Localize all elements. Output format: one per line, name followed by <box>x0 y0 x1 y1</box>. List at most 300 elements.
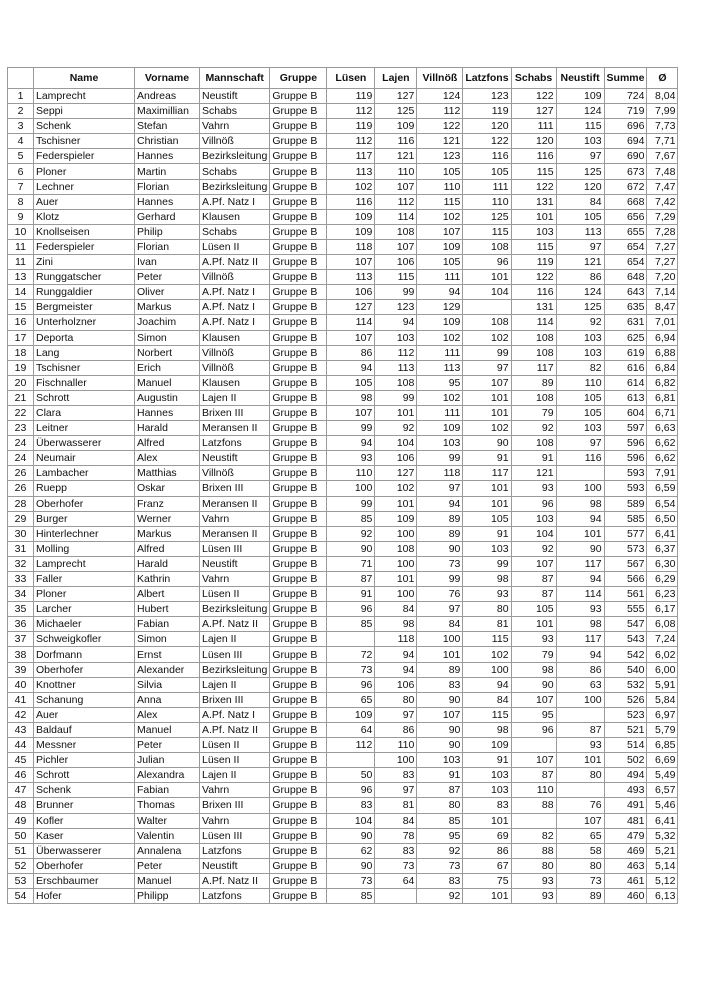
table-row <box>8 360 678 375</box>
header-cell: Ø <box>647 68 678 89</box>
latzfons-cell: 105 <box>463 511 511 526</box>
first-name-cell: Florian <box>135 179 200 194</box>
luesen-cell: 107 <box>327 255 375 270</box>
first-name-cell: Fabian <box>135 617 200 632</box>
neustift-cell: 105 <box>556 209 604 224</box>
table-row <box>8 345 678 360</box>
luesen-cell: 73 <box>327 873 375 888</box>
group-cell: Gruppe B <box>270 179 327 194</box>
name-cell: Auer <box>34 194 135 209</box>
average-cell: 6,63 <box>647 421 678 436</box>
first-name-cell: Harald <box>135 421 200 436</box>
group-cell: Gruppe B <box>270 300 327 315</box>
latzfons-cell: 75 <box>463 873 511 888</box>
team-cell: Vahrn <box>200 119 270 134</box>
schabs-cell: 88 <box>511 798 556 813</box>
first-name-cell: Joachim <box>135 315 200 330</box>
team-cell: Neustift <box>200 858 270 873</box>
team-cell: Lüsen II <box>200 753 270 768</box>
villnoess-cell: 115 <box>417 194 463 209</box>
sum-cell: 593 <box>604 466 647 481</box>
table-row <box>8 873 678 888</box>
name-cell: Runggaldier <box>34 285 135 300</box>
neustift-cell <box>556 466 604 481</box>
name-cell: Pichler <box>34 753 135 768</box>
name-cell: Schrott <box>34 768 135 783</box>
group-cell: Gruppe B <box>270 496 327 511</box>
latzfons-cell: 102 <box>463 647 511 662</box>
luesen-cell: 94 <box>327 436 375 451</box>
average-cell: 5,46 <box>647 798 678 813</box>
table-row <box>8 722 678 737</box>
villnoess-cell: 89 <box>417 511 463 526</box>
team-cell: Vahrn <box>200 813 270 828</box>
latzfons-cell: 100 <box>463 662 511 677</box>
name-cell: Federspieler <box>34 239 135 254</box>
neustift-cell: 80 <box>556 858 604 873</box>
sum-cell: 672 <box>604 179 647 194</box>
first-name-cell: Peter <box>135 270 200 285</box>
sum-cell: 543 <box>604 632 647 647</box>
group-cell: Gruppe B <box>270 104 327 119</box>
latzfons-cell: 108 <box>463 315 511 330</box>
latzfons-cell: 99 <box>463 345 511 360</box>
rank-cell: 11 <box>8 255 34 270</box>
villnoess-cell: 87 <box>417 783 463 798</box>
average-cell: 7,20 <box>647 270 678 285</box>
group-cell: Gruppe B <box>270 526 327 541</box>
team-cell: Bezirksleitung <box>200 602 270 617</box>
lajen-cell: 110 <box>375 738 417 753</box>
average-cell: 5,14 <box>647 858 678 873</box>
header-cell: Name <box>34 68 135 89</box>
first-name-cell: Andreas <box>135 89 200 104</box>
lajen-cell: 81 <box>375 798 417 813</box>
group-cell: Gruppe B <box>270 285 327 300</box>
rank-cell: 50 <box>8 828 34 843</box>
schabs-cell: 111 <box>511 119 556 134</box>
villnoess-cell: 73 <box>417 556 463 571</box>
group-cell: Gruppe B <box>270 707 327 722</box>
table-row <box>8 330 678 345</box>
group-cell: Gruppe B <box>270 768 327 783</box>
latzfons-cell: 93 <box>463 587 511 602</box>
team-cell: A.Pf. Natz II <box>200 873 270 888</box>
name-cell: Burger <box>34 511 135 526</box>
latzfons-cell: 101 <box>463 390 511 405</box>
villnoess-cell: 89 <box>417 662 463 677</box>
team-cell: Schabs <box>200 164 270 179</box>
first-name-cell: Albert <box>135 587 200 602</box>
neustift-cell: 87 <box>556 722 604 737</box>
first-name-cell: Fabian <box>135 783 200 798</box>
villnoess-cell: 99 <box>417 572 463 587</box>
name-cell: Tschisner <box>34 134 135 149</box>
table-row <box>8 692 678 707</box>
neustift-cell: 103 <box>556 330 604 345</box>
rank-cell: 44 <box>8 738 34 753</box>
schabs-cell: 82 <box>511 828 556 843</box>
table-row <box>8 481 678 496</box>
villnoess-cell: 111 <box>417 405 463 420</box>
header-row <box>8 68 678 89</box>
average-cell: 7,01 <box>647 315 678 330</box>
villnoess-cell: 90 <box>417 722 463 737</box>
lajen-cell: 80 <box>375 692 417 707</box>
luesen-cell: 114 <box>327 315 375 330</box>
luesen-cell: 90 <box>327 858 375 873</box>
neustift-cell: 97 <box>556 436 604 451</box>
latzfons-cell: 98 <box>463 722 511 737</box>
latzfons-cell: 102 <box>463 330 511 345</box>
schabs-cell: 101 <box>511 209 556 224</box>
lajen-cell: 107 <box>375 179 417 194</box>
average-cell: 5,91 <box>647 677 678 692</box>
group-cell: Gruppe B <box>270 345 327 360</box>
sum-cell: 514 <box>604 738 647 753</box>
schabs-cell: 101 <box>511 617 556 632</box>
average-cell: 6,62 <box>647 436 678 451</box>
schabs-cell: 92 <box>511 541 556 556</box>
neustift-cell: 117 <box>556 632 604 647</box>
first-name-cell: Manuel <box>135 873 200 888</box>
neustift-cell: 94 <box>556 572 604 587</box>
average-cell: 8,47 <box>647 300 678 315</box>
luesen-cell: 110 <box>327 466 375 481</box>
lajen-cell: 108 <box>375 541 417 556</box>
rank-cell: 37 <box>8 632 34 647</box>
latzfons-cell: 115 <box>463 707 511 722</box>
latzfons-cell: 90 <box>463 436 511 451</box>
team-cell: Villnöß <box>200 134 270 149</box>
villnoess-cell: 94 <box>417 496 463 511</box>
rank-cell: 5 <box>8 149 34 164</box>
name-cell: Erschbaumer <box>34 873 135 888</box>
sum-cell: 654 <box>604 255 647 270</box>
villnoess-cell: 90 <box>417 738 463 753</box>
lajen-cell: 112 <box>375 194 417 209</box>
luesen-cell: 99 <box>327 421 375 436</box>
latzfons-cell: 119 <box>463 104 511 119</box>
latzfons-cell: 103 <box>463 541 511 556</box>
name-cell: Schenk <box>34 119 135 134</box>
first-name-cell: Simon <box>135 632 200 647</box>
group-cell: Gruppe B <box>270 89 327 104</box>
schabs-cell: 90 <box>511 677 556 692</box>
first-name-cell: Anna <box>135 692 200 707</box>
villnoess-cell: 100 <box>417 632 463 647</box>
luesen-cell: 118 <box>327 239 375 254</box>
name-cell: Ploner <box>34 164 135 179</box>
latzfons-cell: 96 <box>463 255 511 270</box>
group-cell: Gruppe B <box>270 647 327 662</box>
first-name-cell: Maximillian <box>135 104 200 119</box>
results-table <box>7 67 678 904</box>
villnoess-cell: 111 <box>417 270 463 285</box>
villnoess-cell: 109 <box>417 421 463 436</box>
table-row <box>8 89 678 104</box>
first-name-cell: Manuel <box>135 722 200 737</box>
team-cell: A.Pf. Natz I <box>200 707 270 722</box>
lajen-cell: 100 <box>375 526 417 541</box>
rank-cell: 47 <box>8 783 34 798</box>
average-cell: 7,29 <box>647 209 678 224</box>
villnoess-cell: 113 <box>417 360 463 375</box>
average-cell: 6,50 <box>647 511 678 526</box>
first-name-cell: Julian <box>135 753 200 768</box>
sum-cell: 526 <box>604 692 647 707</box>
header-cell: Latzfons <box>463 68 511 89</box>
table-row <box>8 587 678 602</box>
latzfons-cell: 103 <box>463 768 511 783</box>
name-cell: Ruepp <box>34 481 135 496</box>
name-cell: Kaser <box>34 828 135 843</box>
neustift-cell: 73 <box>556 873 604 888</box>
name-cell: Schweigkofler <box>34 632 135 647</box>
group-cell: Gruppe B <box>270 572 327 587</box>
latzfons-cell: 120 <box>463 119 511 134</box>
name-cell: Klotz <box>34 209 135 224</box>
average-cell: 7,42 <box>647 194 678 209</box>
average-cell: 6,29 <box>647 572 678 587</box>
sum-cell: 573 <box>604 541 647 556</box>
rank-cell: 8 <box>8 194 34 209</box>
luesen-cell: 100 <box>327 481 375 496</box>
group-cell: Gruppe B <box>270 541 327 556</box>
rank-cell: 35 <box>8 602 34 617</box>
average-cell: 6,37 <box>647 541 678 556</box>
schabs-cell: 108 <box>511 330 556 345</box>
lajen-cell: 94 <box>375 647 417 662</box>
latzfons-cell: 84 <box>463 692 511 707</box>
rank-cell: 3 <box>8 119 34 134</box>
schabs-cell <box>511 813 556 828</box>
name-cell: Hofer <box>34 888 135 903</box>
group-cell: Gruppe B <box>270 798 327 813</box>
team-cell: Vahrn <box>200 511 270 526</box>
sum-cell: 619 <box>604 345 647 360</box>
rank-cell: 41 <box>8 692 34 707</box>
lajen-cell: 84 <box>375 602 417 617</box>
neustift-cell: 124 <box>556 104 604 119</box>
first-name-cell: Kathrin <box>135 572 200 587</box>
sum-cell: 643 <box>604 285 647 300</box>
lajen-cell: 73 <box>375 858 417 873</box>
team-cell: Lüsen III <box>200 541 270 556</box>
name-cell: Larcher <box>34 602 135 617</box>
average-cell: 5,49 <box>647 768 678 783</box>
luesen-cell: 117 <box>327 149 375 164</box>
lajen-cell: 83 <box>375 768 417 783</box>
team-cell: Klausen <box>200 209 270 224</box>
first-name-cell: Matthias <box>135 466 200 481</box>
luesen-cell: 62 <box>327 843 375 858</box>
rank-cell: 1 <box>8 89 34 104</box>
average-cell: 6,69 <box>647 753 678 768</box>
rank-cell: 18 <box>8 345 34 360</box>
table-row <box>8 798 678 813</box>
neustift-cell: 109 <box>556 89 604 104</box>
first-name-cell: Norbert <box>135 345 200 360</box>
team-cell: Meransen II <box>200 526 270 541</box>
group-cell: Gruppe B <box>270 390 327 405</box>
first-name-cell: Alex <box>135 707 200 722</box>
lajen-cell: 100 <box>375 753 417 768</box>
sum-cell: 555 <box>604 602 647 617</box>
latzfons-cell: 97 <box>463 360 511 375</box>
schabs-cell: 98 <box>511 662 556 677</box>
neustift-cell: 90 <box>556 541 604 556</box>
table-row <box>8 224 678 239</box>
name-cell: Auer <box>34 707 135 722</box>
luesen-cell: 71 <box>327 556 375 571</box>
table-row <box>8 526 678 541</box>
luesen-cell: 85 <box>327 511 375 526</box>
rank-cell: 10 <box>8 224 34 239</box>
lajen-cell: 84 <box>375 813 417 828</box>
sum-cell: 673 <box>604 164 647 179</box>
luesen-cell: 50 <box>327 768 375 783</box>
lajen-cell: 123 <box>375 300 417 315</box>
villnoess-cell: 89 <box>417 526 463 541</box>
name-cell: Überwasserer <box>34 843 135 858</box>
luesen-cell: 64 <box>327 722 375 737</box>
team-cell: A.Pf. Natz II <box>200 255 270 270</box>
team-cell: Meransen II <box>200 421 270 436</box>
sum-cell: 690 <box>604 149 647 164</box>
neustift-cell: 103 <box>556 345 604 360</box>
average-cell: 7,73 <box>647 119 678 134</box>
rank-cell: 51 <box>8 843 34 858</box>
schabs-cell: 91 <box>511 451 556 466</box>
average-cell: 6,54 <box>647 496 678 511</box>
group-cell: Gruppe B <box>270 813 327 828</box>
rank-cell: 20 <box>8 375 34 390</box>
villnoess-cell: 103 <box>417 753 463 768</box>
team-cell: Lüsen II <box>200 738 270 753</box>
team-cell: Latzfons <box>200 888 270 903</box>
lajen-cell: 104 <box>375 436 417 451</box>
neustift-cell: 115 <box>556 119 604 134</box>
group-cell: Gruppe B <box>270 677 327 692</box>
sum-cell: 491 <box>604 798 647 813</box>
first-name-cell: Hannes <box>135 149 200 164</box>
team-cell: Klausen <box>200 330 270 345</box>
team-cell: Schabs <box>200 224 270 239</box>
neustift-cell: 105 <box>556 390 604 405</box>
schabs-cell: 122 <box>511 89 556 104</box>
rank-cell: 24 <box>8 436 34 451</box>
table-body <box>8 89 678 904</box>
team-cell: Bezirksleitung <box>200 149 270 164</box>
average-cell: 7,91 <box>647 466 678 481</box>
header-cell: Summe <box>604 68 647 89</box>
villnoess-cell: 110 <box>417 179 463 194</box>
rank-cell: 15 <box>8 300 34 315</box>
table-row <box>8 662 678 677</box>
name-cell: Messner <box>34 738 135 753</box>
rank-cell: 34 <box>8 587 34 602</box>
team-cell: Villnöß <box>200 270 270 285</box>
sum-cell: 567 <box>604 556 647 571</box>
name-cell: Überwasserer <box>34 436 135 451</box>
table-row <box>8 179 678 194</box>
table-row <box>8 239 678 254</box>
lajen-cell: 121 <box>375 149 417 164</box>
schabs-cell: 110 <box>511 783 556 798</box>
name-cell: Lamprecht <box>34 556 135 571</box>
villnoess-cell: 105 <box>417 164 463 179</box>
latzfons-cell: 81 <box>463 617 511 632</box>
group-cell: Gruppe B <box>270 632 327 647</box>
schabs-cell: 93 <box>511 888 556 903</box>
neustift-cell: 97 <box>556 239 604 254</box>
rank-cell: 39 <box>8 662 34 677</box>
luesen-cell: 104 <box>327 813 375 828</box>
average-cell: 7,99 <box>647 104 678 119</box>
sum-cell: 668 <box>604 194 647 209</box>
schabs-cell: 87 <box>511 587 556 602</box>
name-cell: Michaeler <box>34 617 135 632</box>
name-cell: Knollseisen <box>34 224 135 239</box>
lajen-cell: 102 <box>375 481 417 496</box>
group-cell: Gruppe B <box>270 255 327 270</box>
lajen-cell: 127 <box>375 466 417 481</box>
villnoess-cell: 94 <box>417 285 463 300</box>
average-cell: 6,59 <box>647 481 678 496</box>
name-cell: Baldauf <box>34 722 135 737</box>
first-name-cell: Ivan <box>135 255 200 270</box>
name-cell: Bergmeister <box>34 300 135 315</box>
latzfons-cell: 83 <box>463 798 511 813</box>
first-name-cell: Thomas <box>135 798 200 813</box>
rank-cell: 28 <box>8 496 34 511</box>
schabs-cell: 121 <box>511 466 556 481</box>
group-cell: Gruppe B <box>270 662 327 677</box>
lajen-cell: 109 <box>375 511 417 526</box>
latzfons-cell: 102 <box>463 421 511 436</box>
lajen-cell: 106 <box>375 451 417 466</box>
latzfons-cell: 122 <box>463 134 511 149</box>
first-name-cell: Alexander <box>135 662 200 677</box>
rank-cell: 32 <box>8 556 34 571</box>
villnoess-cell: 109 <box>417 315 463 330</box>
villnoess-cell: 122 <box>417 119 463 134</box>
rank-cell: 14 <box>8 285 34 300</box>
schabs-cell: 131 <box>511 300 556 315</box>
villnoess-cell: 92 <box>417 843 463 858</box>
team-cell: A.Pf. Natz I <box>200 300 270 315</box>
luesen-cell: 65 <box>327 692 375 707</box>
sum-cell: 613 <box>604 390 647 405</box>
average-cell: 7,27 <box>647 239 678 254</box>
lajen-cell: 97 <box>375 783 417 798</box>
rank-cell: 26 <box>8 481 34 496</box>
lajen-cell: 94 <box>375 315 417 330</box>
team-cell: Brixen III <box>200 692 270 707</box>
team-cell: Lajen II <box>200 390 270 405</box>
schabs-cell: 95 <box>511 707 556 722</box>
first-name-cell: Augustin <box>135 390 200 405</box>
team-cell: A.Pf. Natz I <box>200 194 270 209</box>
neustift-cell: 125 <box>556 164 604 179</box>
group-cell: Gruppe B <box>270 511 327 526</box>
average-cell: 6,85 <box>647 738 678 753</box>
latzfons-cell: 108 <box>463 239 511 254</box>
table-row <box>8 270 678 285</box>
table-row <box>8 209 678 224</box>
neustift-cell: 120 <box>556 179 604 194</box>
